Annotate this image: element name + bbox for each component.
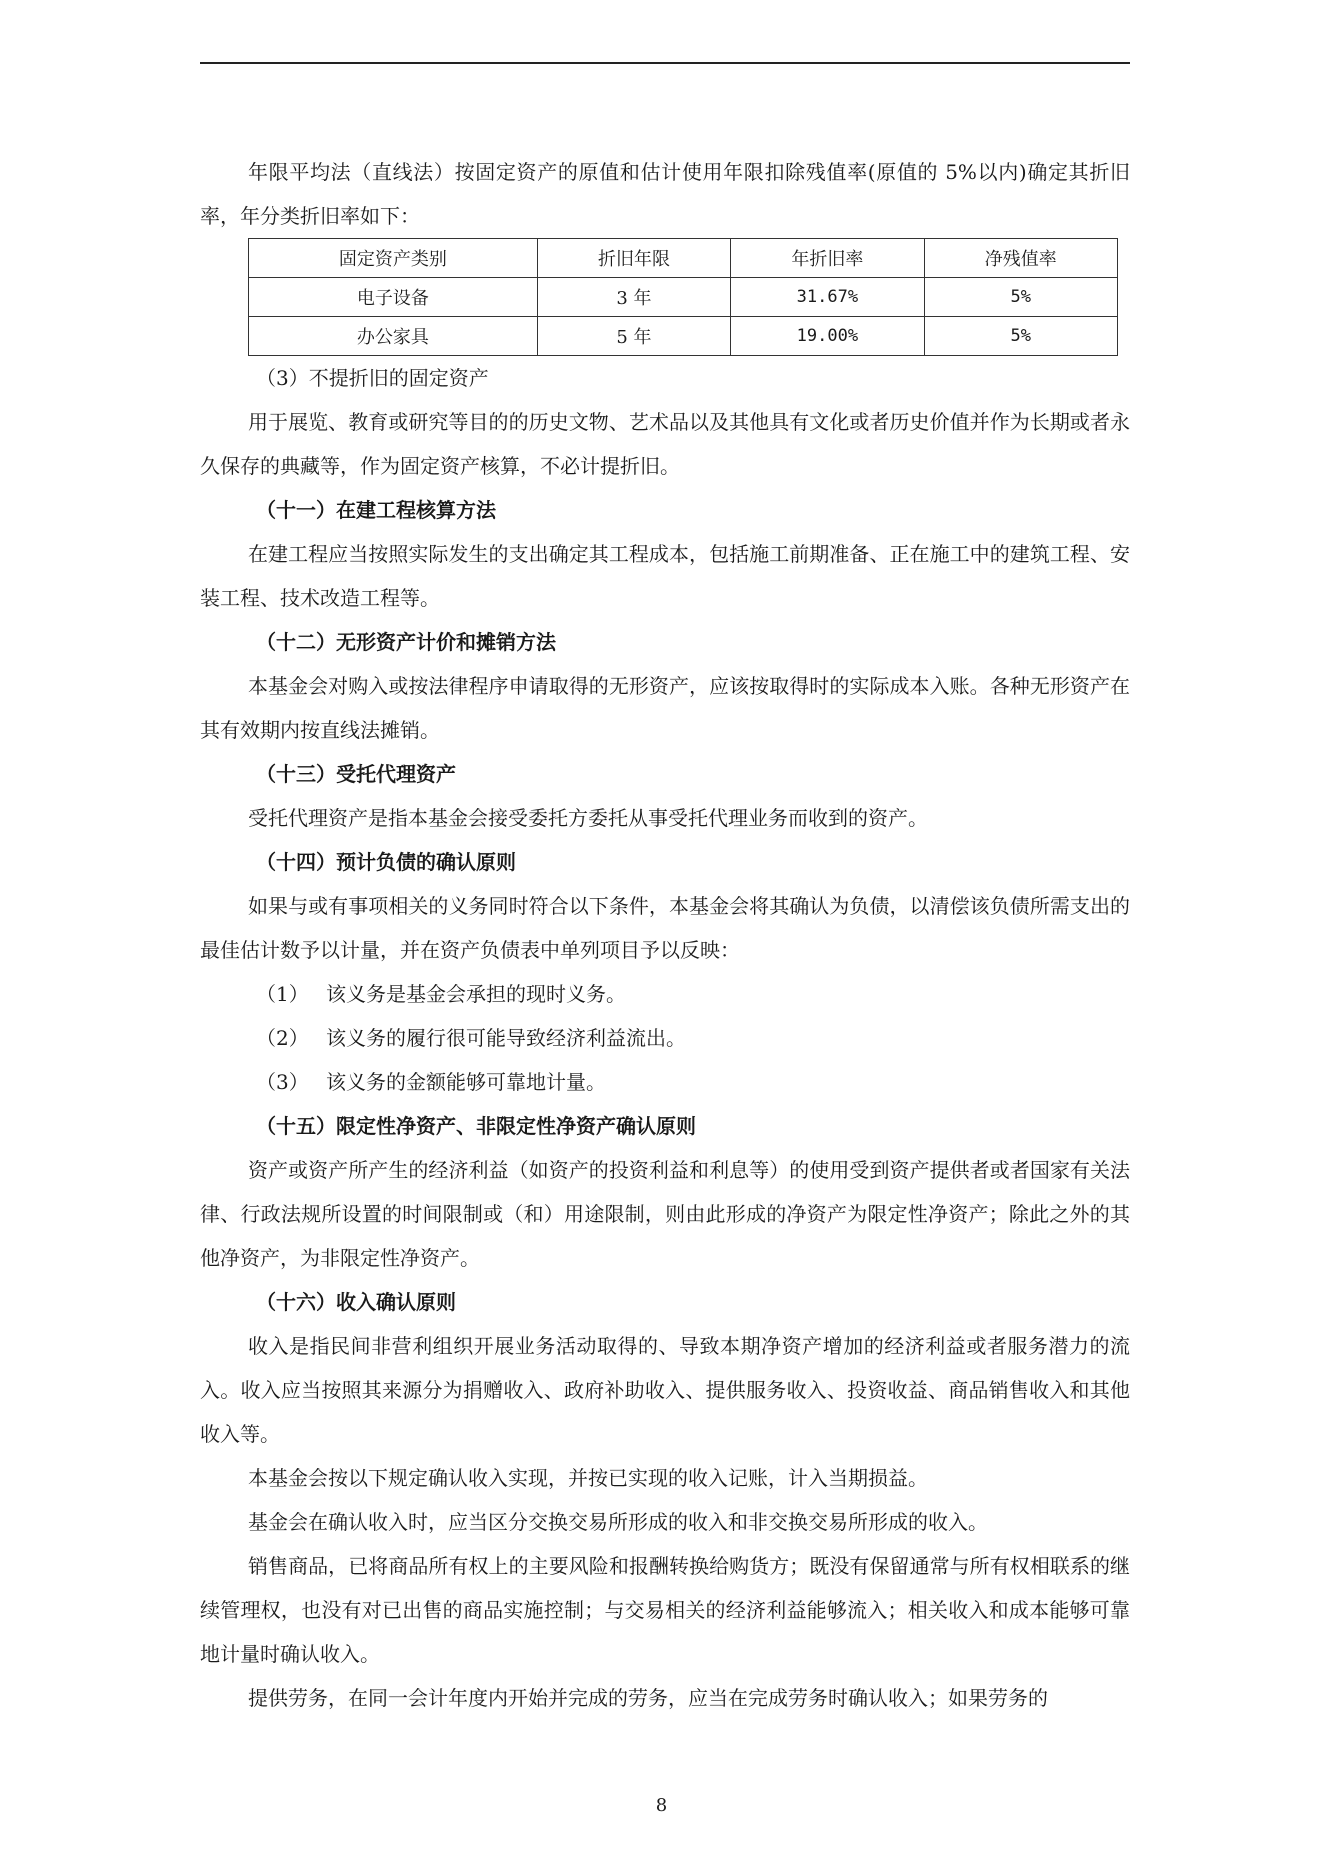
table-row	[249, 317, 1118, 356]
paragraph: 提供劳务，在同一会计年度内开始并完成的劳务，应当在完成劳务时确认收入；如果劳务的	[248, 1686, 1048, 1710]
table-cell: 5%	[924, 278, 1117, 317]
table-header-row	[249, 239, 1118, 278]
subsection-title: （3）不提折旧的固定资产	[256, 366, 489, 390]
list-item-text: 该义务的金额能够可靠地计量。	[326, 1070, 606, 1094]
paragraph: 本基金会对购入或按法律程序申请取得的无形资产，应该按取得时的实际成本入账。各种无形资产在其有效期内按直线法摊销。	[200, 674, 1130, 742]
paragraph: 基金会在确认收入时，应当区分交换交易所形成的收入和非交换交易所形成的收入。	[248, 1510, 988, 1534]
section-heading: （十六）收入确认原则	[256, 1290, 456, 1314]
table-cell: 电子设备	[249, 278, 538, 317]
table-header-cell: 年折旧率	[731, 239, 924, 278]
table-cell: 5 年	[537, 317, 730, 356]
section-heading: （十三）受托代理资产	[256, 762, 456, 786]
paragraph: 销售商品，已将商品所有权上的主要风险和报酬转换给购货方；既没有保留通常与所有权相联系的继续管理权，也没有对已出售的商品实施控制；与交易相关的经济利益能够流入；相关收入和成本能够可靠地计量时确认收入。	[200, 1554, 1130, 1666]
table-cell: 19.00%	[731, 317, 924, 356]
table-cell: 31.67%	[731, 278, 924, 317]
page-content	[200, 150, 1130, 1720]
paragraph: 受托代理资产是指本基金会接受委托方委托从事受托代理业务而收到的资产。	[248, 806, 928, 830]
list-item-text: 该义务是基金会承担的现时义务。	[326, 982, 626, 1006]
list-item-number: （1）	[256, 982, 309, 1006]
table-header-cell: 固定资产类别	[249, 239, 538, 278]
section-heading: （十一）在建工程核算方法	[256, 498, 496, 522]
table-header-cell: 折旧年限	[537, 239, 730, 278]
paragraph-depreciation-method: 年限平均法（直线法）按固定资产的原值和估计使用年限扣除残值率(原值的 5%以内)确定其折旧率，年分类折旧率如下：	[200, 160, 1130, 228]
list-item	[200, 972, 1130, 1016]
paragraph: 在建工程应当按照实际发生的支出确定其工程成本，包括施工前期准备、正在施工中的建筑工程、安装工程、技术改造工程等。	[200, 542, 1130, 610]
list-item-number: （2）	[256, 1026, 309, 1050]
table-row	[249, 278, 1118, 317]
header-rule	[200, 62, 1130, 64]
page-number: 8	[655, 1795, 668, 1816]
table-header-cell: 净残值率	[924, 239, 1117, 278]
table-cell: 3 年	[537, 278, 730, 317]
table-cell: 办公家具	[249, 317, 538, 356]
paragraph: 资产或资产所产生的经济利益（如资产的投资利益和利息等）的使用受到资产提供者或者国家有关法律、行政法规所设置的时间限制或（和）用途限制，则由此形成的净资产为限定性净资产；除此之外的其他净资产，为非限定性净资产。	[200, 1158, 1130, 1270]
section-heading: （十四）预计负债的确认原则	[256, 850, 516, 874]
section-heading: （十五）限定性净资产、非限定性净资产确认原则	[256, 1114, 696, 1138]
section-heading: （十二）无形资产计价和摊销方法	[256, 630, 556, 654]
depreciation-table	[248, 238, 1118, 356]
list-item	[200, 1060, 1130, 1104]
paragraph: 本基金会按以下规定确认收入实现，并按已实现的收入记账，计入当期损益。	[248, 1466, 928, 1490]
list-item-number: （3）	[256, 1070, 309, 1094]
table-cell: 5%	[924, 317, 1117, 356]
list-item	[200, 1016, 1130, 1060]
paragraph: 用于展览、教育或研究等目的的历史文物、艺术品以及其他具有文化或者历史价值并作为长期或者永久保存的典藏等，作为固定资产核算，不必计提折旧。	[200, 410, 1130, 478]
paragraph: 如果与或有事项相关的义务同时符合以下条件，本基金会将其确认为负债，以清偿该负债所需支出的最佳估计数予以计量，并在资产负债表中单列项目予以反映：	[200, 894, 1130, 962]
list-item-text: 该义务的履行很可能导致经济利益流出。	[326, 1026, 686, 1050]
paragraph: 收入是指民间非营利组织开展业务活动取得的、导致本期净资产增加的经济利益或者服务潜力的流入。收入应当按照其来源分为捐赠收入、政府补助收入、提供服务收入、投资收益、商品销售收入和其他收入等。	[200, 1334, 1130, 1446]
